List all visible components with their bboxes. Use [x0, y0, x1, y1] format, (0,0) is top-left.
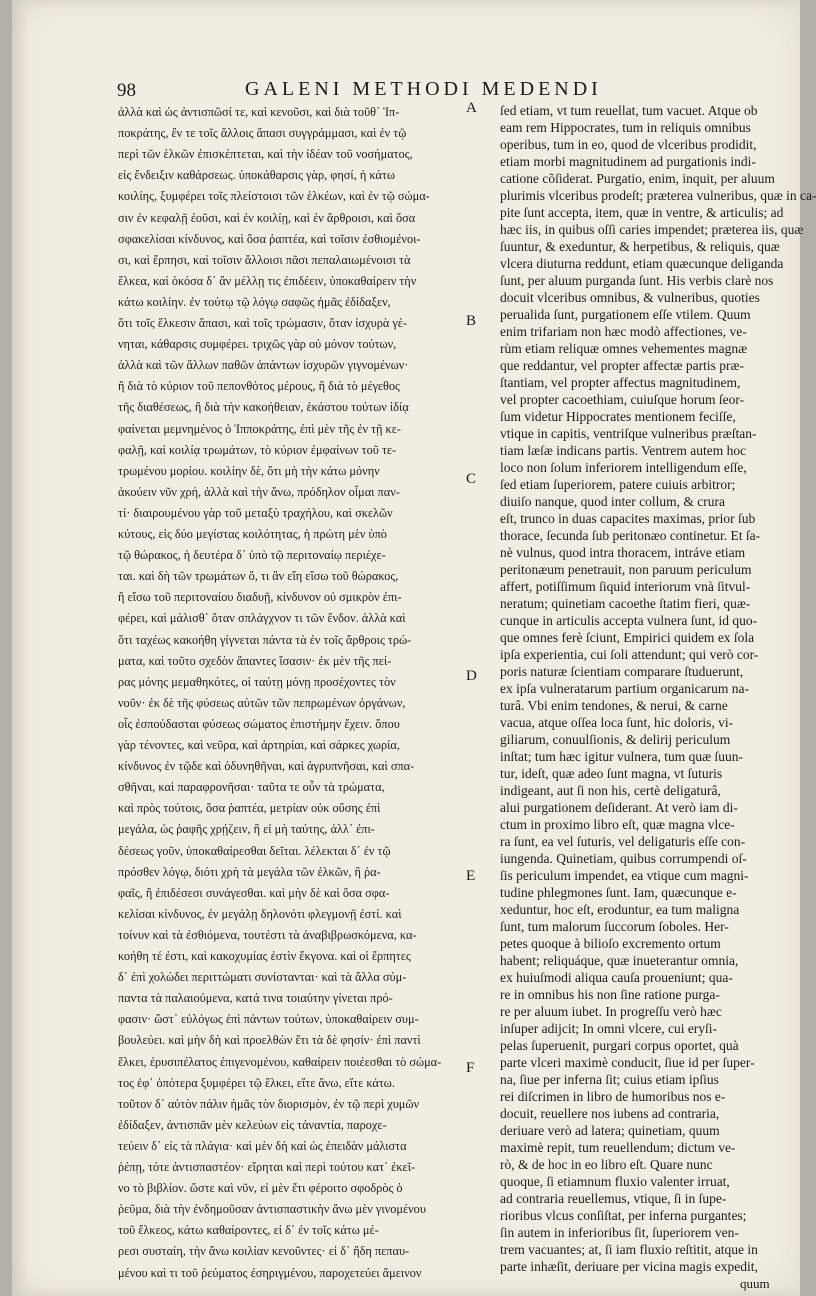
greek-text-line: τος ἐφ᾽ ὁπότερα ξυμφέρει τῷ ἕλκει, εἴτε ἄνω, εἴτε κάτω.	[118, 1075, 395, 1090]
latin-text-line: docuit, reuellere nos iubens ad contraria,	[500, 1106, 720, 1121]
greek-text-line: τῷ θώρακος, ἡ δευτέρα δ᾽ ὑπὸ τῷ περιτοναίῳ περιέχε-	[118, 548, 386, 563]
latin-text-line: ra ſunt, ea vel ſuturis, vel deligaturis eſſe con-	[500, 834, 746, 849]
latin-text-line: giliarum, conuulſionis, & delirij periculum	[500, 732, 731, 747]
greek-text-line: εἰς ἔνδειξιν καθάρσεως. ὑποκάθαρσις γὰρ, φησί, ἡ κάτω	[118, 168, 395, 183]
greek-text-line: κελίσαι κίνδυνος, ἐν μεγάλῃ δηλονότι φλεγμονῇ ἐστί. καὶ	[118, 906, 402, 921]
latin-text-line: poris naturæ ſcientiam comparare ſtuduerunt,	[500, 664, 744, 679]
latin-text-line: ſtantiam, vel propter affectus magnitudinem,	[500, 375, 741, 390]
section-marker: C	[466, 471, 477, 487]
latin-text-line: habent; reliquáque, quæ inueterantur omnia,	[500, 953, 739, 968]
latin-text-line: re in omnibus his non ſine ratione purga-	[500, 987, 720, 1002]
latin-text-line: loco non ſolum inferiorem intelligendum eſſe,	[500, 460, 747, 475]
latin-text-line: que omnes ferè ſciunt, Empirici quidem ex ſola	[500, 630, 755, 645]
greek-text-line: σθῆναι, καὶ παραφρονῆσαι· ταῦτα τε οὖν τὰ τρώματα,	[118, 780, 385, 795]
latin-text-line: eſt, trunco in duas capacites maximas, prior ſub	[500, 511, 756, 526]
latin-text-line: ad contraria reuellemus, vtique, ſi in ſupe-	[500, 1191, 727, 1206]
latin-text-line: tiam læſæ indicans partis. Ventrem autem hoc	[500, 443, 747, 458]
greek-text-line: ἀλλὰ καὶ τῶν ἄλλων παθῶν ἁπάντων ἰσχυρῶν γιγνομένων·	[118, 358, 409, 373]
latin-text-line: affert, potiſſimum ſiquid interiorum vnà ſitvul-	[500, 579, 751, 594]
latin-text-line: parte inhæſit, deriuare per vicina magis expedit,	[500, 1259, 758, 1274]
latin-text-line: rei diſcrimen in libro de humoribus nos e-	[500, 1089, 726, 1104]
latin-text-line: petes quoque à bilioſo excremento ortum	[500, 936, 721, 951]
greek-text-line: ὅτι ταχέως κακοήθη γίγνεται πάντα τὰ ἐν τοῖς ἄρθροις τρώ-	[118, 632, 412, 647]
latin-text-line: ex huiuſmodi aliqua cauſa proueniunt; qua-	[500, 970, 733, 985]
greek-text-line: ἀκούειν νῦν χρή, ἀλλὰ καὶ τὴν ἄνω, πρόδηλον οἶμαι παν-	[118, 484, 400, 499]
latin-text-line: iungenda. Quinetiam, quibus corrumpendi oſ-	[500, 851, 747, 866]
greek-text-line: περὶ τῶν ἑλκῶν ἐπισκέπτεται, καὶ τὴν ἰδέαν τοῦ νοσήματος,	[118, 147, 413, 162]
greek-text-line: βουλεύει. καὶ μὴν δὴ καὶ προελθὼν ἔτι τὰ δὲ φησίν· ἐπὶ παντὶ	[118, 1033, 421, 1048]
latin-text-line: docuit vlceribus omnibus, & vulneribus, quoties	[500, 290, 760, 305]
greek-text-line: ματα, καὶ τοῦτο σχεδὸν ἅπαντες ἴσασιν· ἐκ μὲν τῆς πεί-	[118, 653, 392, 668]
latin-text-line: operibus, tum in eo, quod de vlceribus prodidit,	[500, 137, 757, 152]
latin-text-line: quoque, ſi etiamnum fluxio valenter irruat,	[500, 1174, 730, 1189]
greek-text-line: κίνδυνος ἐν τῷδε καὶ ὀδυνηθῆναι, καὶ ἀγρυπνῆσαι, καὶ σπα-	[118, 759, 415, 774]
section-marker: B	[466, 313, 477, 329]
latin-text-line: perualida ſunt, purgationem eſſe vtilem. Quum	[500, 307, 751, 322]
greek-text-line: κάτω κοιλίην. ἐν τούτῳ τῷ λόγῳ σαφῶς ἡμᾶς ἐδίδαξεν,	[118, 294, 391, 309]
latin-text-line: plurimis vlceribus prodeſt; præterea vulneribus, quæ in ca-	[500, 188, 816, 203]
section-marker: D	[466, 668, 477, 684]
greek-text-line: φασιν· ὥστ᾽ εὐλόγως ἐπὶ πάντων τούτων, ὑποκαθαίρειν συμ-	[118, 1012, 419, 1027]
latin-text-line: neratum; quinetiam cacoethe ſtatim fieri, quæ-	[500, 596, 751, 611]
greek-text-line: ἢ εἴσω τοῦ περιτοναίου διαδυῇ, κίνδυνον οὐ σμικρὸν ἐπι-	[118, 590, 402, 605]
greek-text-line: νο τὸ βιβλίον. ὥστε καὶ νῦν, εἰ μὲν ἔτι φέροιτο σφοδρὸς ὁ	[118, 1181, 403, 1196]
latin-text-line: parte vlceri maximè conducit, ſiue id per ſuper-	[500, 1055, 755, 1070]
greek-text-line: ται. καὶ δὴ τῶν τρωμάτων ὅ, τι ἂν εἴη εἴσω τοῦ θώρακος,	[118, 569, 399, 584]
greek-text-line: ῥεῦμα, διὰ τὴν ἐνδημοῦσαν ἀντισπαστικὴν ἄνω μὲν γινομένου	[118, 1202, 426, 1217]
latin-text-line: rùm etiam reliquæ omnes vehementes magnæ	[500, 341, 748, 356]
latin-text-line: ſed etiam, vt tum reuellat, tum vacuet. Atque ob	[500, 103, 758, 118]
greek-text-line: φαλῇ, καὶ κοιλίᾳ τρωμάτων, τὸ κύριον ἐμφαίνων τοῦ τε-	[118, 442, 397, 457]
greek-text-line: ἀλλὰ καὶ ὡς ἀντισπῶσί τε, καὶ κενοῦσι, καὶ διὰ τοῦθ᾽ Ἱπ-	[118, 105, 400, 119]
latin-text-line: xeduntur, hoc eſt, eroduntur, ea tum maligna	[500, 902, 740, 917]
greek-text-line: νοῦν· ἐκ δὲ τῆς φύσεως αὐτῶν τῶν πεπρωμένων ὀργάνων,	[118, 695, 406, 710]
greek-text-line: δέσεως γοῦν, ὑποκαθαίρεσθαι δεῖται. λέλεκται δ᾽ ἐν τῷ	[118, 843, 391, 858]
greek-text-line: κοιλίης, ξυμφέρει τοῖς πλείστοισι τῶν ἑλκέων, καὶ ἐν τῷ σώμα-	[118, 189, 430, 204]
latin-text-line: nè vulnus, quod intra thoracem, intráve etiam	[500, 545, 746, 560]
latin-text-line: enim trifariam non hæc modò affectiones, ve-	[500, 324, 747, 339]
latin-text-line: vacua, atque oſſea loca ſunt, hic doloris, vi-	[500, 715, 734, 730]
greek-text-line: τοῦτον δ᾽ αὐτὸν πάλιν ἡμᾶς τὸν διορισμὸν, ἐν τῷ περὶ χυμῶν	[118, 1096, 420, 1111]
catchword: quum	[740, 1276, 770, 1291]
greek-text-line: νηται, κάθαρσις συμφέρει. τριχῶς γὰρ οὐ μόνον τούτων,	[118, 337, 397, 352]
latin-text-line: rò, & de hoc in eo libro eſt. Quare nunc	[500, 1157, 713, 1172]
greek-text-line: ἐδίδαξεν, ἀντισπᾶν μὲν κελεύων εἰς τἀναντία, παροχε-	[118, 1117, 387, 1132]
greek-text-line: ρας μόνης μεμαθηκότες, οἱ ταύτῃ μόνῃ προσέχοντες τὸν	[118, 674, 396, 689]
greek-text-line: τεύειν δ᾽ εἰς τὰ πλάγια· καὶ μὲν δὴ καὶ ὡς ἐπειδὰν μάλιστα	[118, 1138, 407, 1153]
latin-text-line: ſunt, tum malorum ſuccorum ſoboles. Her-	[500, 919, 729, 934]
greek-text-line: κοήθη τέ ἐστι, καὶ κακοχυμίας ἐστὶν ἔκγονα. καὶ οἱ ἕρπητες	[118, 949, 411, 963]
latin-text-line: turâ. Vbi enim tendones, & nerui, & carne	[500, 698, 728, 713]
latin-text-line: que reddantur, vel propter affectæ partis præ-	[500, 358, 744, 373]
latin-text-line: indigeant, aut ſi non his, certè deligaturâ,	[500, 783, 721, 798]
latin-text-line: deriuare verò ad latera; quinetiam, quum	[500, 1123, 720, 1138]
greek-text-line: τοῦ ἕλκεος, κάτω καθαίροντες, εἰ δ᾽ ἐν τοῖς κάτω μέ-	[118, 1223, 379, 1238]
latin-text-line: vlcera diuturna reddunt, etiam quæcunque deliganda	[500, 256, 784, 271]
greek-text-line: ἕλκει, ἐρυσιπέλατος ἐπιγενομένου, καθαίρειν ποιέεσθαι τὸ σώμα-	[118, 1054, 442, 1069]
greek-text-line: τοίνυν καὶ τὰ ἐσθιόμενα, τουτέστι τὰ ἀναβιβρωσκόμενα, κα-	[118, 927, 417, 942]
greek-text-line: πρόσθεν λόγῳ, διότι χρὴ τὰ μεγάλα τῶν ἑλκῶν, ἢ ῥα-	[118, 864, 381, 879]
greek-text-line: καὶ πρὸς τούτοις, ὅσα ῥαπτέα, μετρίαν οὐκ οὔσης ἐπὶ	[118, 801, 381, 816]
greek-text-line: φέρει, καὶ μάλισθ᾽ ὅταν σπλάγχνον τι τῶν ἔνδον. ἀλλὰ καὶ	[118, 611, 406, 626]
latin-text-line: pite ſunt accepta, item, quæ in ventre, & articulis; ad	[500, 205, 784, 220]
latin-text-line: peritonæum penetrauit, non paruum periculum	[500, 562, 752, 577]
greek-text-line: φαίνεται μεμνημένος ὁ Ἱπποκράτης, ἐπὶ μὲν τῆς ἐν τῇ κε-	[118, 421, 401, 436]
greek-text-line: γὰρ τένοντες, καὶ νεῦρα, καὶ ἀρτηρίαι, καὶ σάρκες χωρία,	[118, 738, 400, 752]
greek-text-line: μεγάλα, ὡς ῥαφῆς χρῄζειν, ἢ εἰ μὴ ταύτης, ἀλλ᾽ ἐπι-	[118, 822, 375, 837]
section-marker: E	[466, 868, 476, 884]
latin-text-line: na, ſiue per inferna ſit; cuius etiam ipſius	[500, 1072, 719, 1087]
latin-text-line: vel propter cacoethiam, cuiuſque horum ſeor-	[500, 392, 745, 407]
latin-text-line: diuiſo nanque, quod inter collum, & crura	[500, 494, 725, 509]
latin-text-line: hæc iis, in quibus oſſi caries impendet; præterea iis, quæ	[500, 222, 804, 237]
greek-text-line: τῆς διαθέσεως, ἢ διὰ τὴν κακοήθειαν, ἑκάστου τούτων ἰδίᾳ	[118, 400, 409, 415]
section-marker: F	[466, 1060, 475, 1076]
greek-text-line: ἢ διὰ τὸ κύριον τοῦ πεπονθότος μέρους, ἢ διὰ τὸ μέγεθος	[118, 379, 400, 394]
greek-text-line: δ᾽ ἐπὶ χολώδει περιττώματι συνίστανται· καὶ τὰ ἄλλα σύμ-	[118, 970, 407, 985]
greek-text-line: οἷς ἐσπούδασται φύσεως σώματος ἐπιστήμην ἔχειν. ὅπου	[118, 716, 400, 731]
latin-text-line: alui purgationem deſiderant. At verò iam di-	[500, 800, 738, 815]
greek-text-line: σι, καὶ ἕρπησι, καὶ τοῖσιν ἄλλοισι πᾶσι πεπαλαιωμένοισι τὰ	[118, 252, 411, 267]
latin-text-line: re per aluum iubet. In progreſſu verò hæc	[500, 1004, 722, 1019]
greek-text-line: σφακελίσαι κίνδυνος, καὶ ὅσα ῥαπτέα, καὶ τοῖσιν ἐσθιομένοι-	[118, 231, 421, 246]
latin-text-line: trem vacuantes; at, ſi iam fluxio reſtitit, atque in	[500, 1242, 758, 1257]
latin-text-line: ſum videtur Hippocrates mentionem feciſſe,	[500, 409, 736, 424]
greek-text-line: ῥέπῃ, τότε ἀντισπαστέον· εἴρηται καὶ περὶ τούτου κατ᾽ ἐκεῖ-	[118, 1160, 416, 1174]
greek-text-line: φαῖς, ἢ ἐπιδέσεσι συνάγεσθαι. καὶ μὴν δὲ καὶ ὅσα σφα-	[118, 885, 390, 900]
latin-text-line: ſis periculum impendet, ea vtique cum magni-	[500, 868, 749, 883]
running-head: GALENI METHODI MEDENDI	[245, 78, 602, 100]
greek-text-line: τί· διαιρουμένου γὰρ τοῦ μεταξὺ τραχήλου, καὶ σκελῶν	[118, 505, 393, 520]
latin-text-line: ipſa experientia, cui ſoli attendunt; qui verò cor-	[500, 647, 759, 662]
greek-text-line: ἕλκεα, καὶ ὁκόσα δ᾽ ἂν μέλλῃ τις ἐπιδέειν, ὑποκαθαίρειν τὴν	[118, 273, 417, 288]
section-marker: A	[466, 100, 477, 116]
greek-text-line: ρεσι συσταίη, τὴν ἄνω κοιλίαν κενοῦντες· εἰ δ᾽ ἤδη πεπαυ-	[118, 1244, 410, 1259]
latin-text-line: cunque in articulis accepta vulnera ſunt, id quo-	[500, 613, 758, 628]
latin-text-line: ſin autem in inferioribus ſit, ſuperiorem ven-	[500, 1225, 739, 1240]
latin-text-line: pelas ſuperuenit, purgari corpus oportet, quà	[500, 1038, 739, 1053]
greek-text-line: ὅτι τοῖς ἕλκεσιν ἅπασι, καὶ τοῖς τρώμασιν, ὅταν ἰσχυρὰ γέ-	[118, 316, 408, 330]
latin-text-line: maximè repit, tum reuellendum; dictum ve-	[500, 1140, 736, 1155]
greek-text-line: κύτους, εἰς δύο μεγίστας κοιλότητας, ἡ πρώτη μὲν ὑπὸ	[118, 527, 387, 541]
page-number: 98	[117, 80, 136, 101]
latin-text-line: vtique in capitis, ventriſque vulneribus præſtan-	[500, 426, 757, 441]
latin-text-line: tur, ideſt, quæ adeo ſunt magna, vt ſuturis	[500, 766, 723, 781]
latin-text-line: ſed etiam ſuperiorem, patere cuiuis arbitror;	[500, 477, 736, 492]
latin-text-line: etiam morbi magnitudinem ad purgationis indi-	[500, 154, 756, 169]
latin-text-line: tudine phlegmones ſunt. Iam, quæcunque e-	[500, 885, 737, 900]
latin-text-line: thorace, ſecunda ſub peritonæo continetur. Et ſa-	[500, 528, 761, 543]
latin-text-line: ſuuntur, & exeduntur, & herpetibus, & reliquis, quæ	[500, 239, 780, 254]
greek-text-line: τρωμένου μορίου. κοιλίην δὲ, ὅτι μὴ τὴν κάτω μόνην	[118, 463, 380, 478]
latin-text-line: eam rem Hippocrates, tum in reliquis omnibus	[500, 120, 751, 135]
greek-text-line: μένου καὶ τι τοῦ ῥεύματος ἐσηριγμένου, παροχετεύει ἄμεινον	[118, 1265, 422, 1280]
greek-text-line: ποκράτης, ἔν τε τοῖς ἄλλοις ἅπασι συγγράμμασι, καὶ ἐν τῷ	[118, 126, 407, 141]
latin-text-line: inſuper adijcit; In omni vlcere, cui eryſi-	[500, 1021, 718, 1036]
greek-text-line: σιν ἐν κεφαλῇ ἐοῦσι, καὶ ἐν κοιλίῃ, καὶ ἐν ἄρθροισι, καὶ ὅσα	[118, 210, 416, 225]
greek-text-line: παντα τὰ παλαιούμενα, κατά τινα τοιαύτην γίνεται πρό-	[118, 991, 393, 1006]
latin-text-line: rioribus vlcus conſiſtat, per inferna purgantes;	[500, 1208, 747, 1223]
latin-text-line: ſunt, per aluum purganda ſunt. His verbis clarè nos	[500, 273, 774, 288]
latin-text-line: ctum in proximo libro eſt, quæ magna vlce-	[500, 817, 735, 832]
latin-text-line: ex ipſa vulneratarum partium organicarum na-	[500, 681, 750, 696]
latin-text-line: catione cõſiderat. Purgatio, enim, inquit, per aluum	[500, 171, 775, 186]
latin-text-line: inſtat; tum hæc igitur vulnera, tum quæ ſuun-	[500, 749, 743, 764]
